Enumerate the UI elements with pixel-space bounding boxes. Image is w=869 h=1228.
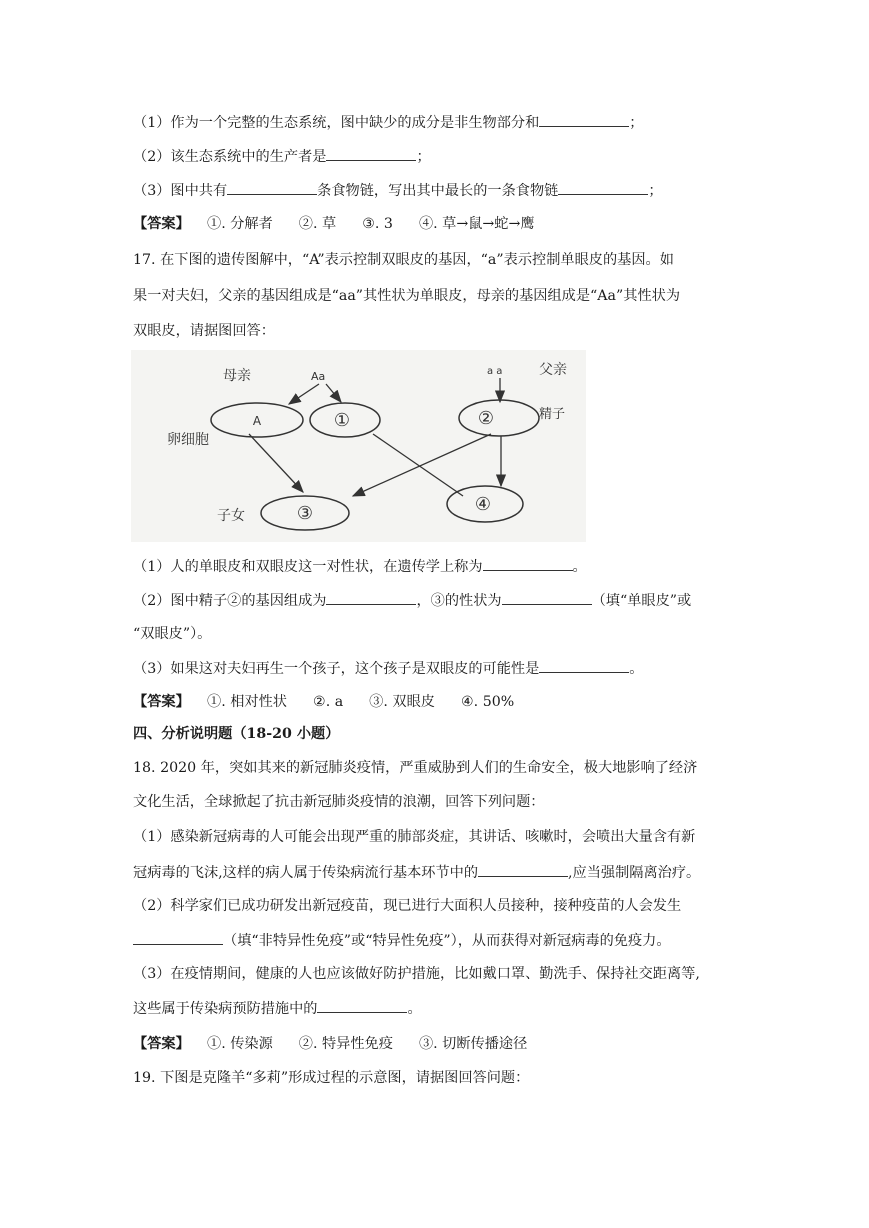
answer-item: ①. 分解者 — [207, 216, 273, 232]
sperm-cell-2 — [459, 400, 539, 436]
q18-sub3-text: 这些属于传染病预防措施中的 — [133, 1001, 318, 1017]
q17-sub2-text-b: ，③的性状为 — [416, 593, 502, 609]
q16-answer — [133, 214, 561, 234]
q18-stem-line-2: 文化生活，全球掀起了抗击新冠肺炎疫情的浪潮，回答下列问题： — [133, 794, 545, 810]
answer-blank — [317, 998, 407, 1013]
q18-sub2-tail: （填“非特异性免疫”或“特异性免疫”），从而获得对新冠病毒的免疫力。 — [223, 933, 671, 949]
answer-item: ③. 3 — [362, 216, 393, 232]
q17-sub2-text-a: （2）图中精子②的基因组成为 — [133, 593, 327, 609]
q18-answer — [133, 1034, 553, 1054]
circled-4: ④ — [474, 494, 492, 515]
section-title: 四、分析说明题（18-20 小题） — [133, 726, 340, 742]
answer-item: ①. 传染源 — [207, 1036, 273, 1052]
arrow-mother-egg-a — [289, 384, 319, 404]
q18-stem-line-1: 18. 2020 年，突如其来的新冠肺炎疫情，严重威胁到人们的生命安全，极大地影响了经济 — [133, 760, 698, 776]
q17-stem-line-3: 双眼皮，请据图回答： — [133, 323, 275, 339]
answer-blank — [539, 658, 629, 673]
q16-sub2-text: （2）该生态系统中的生产者是 — [133, 149, 327, 165]
father-genotype: a a — [487, 366, 503, 377]
q16-sub3-text-a: （3）图中共有 — [133, 183, 228, 199]
q18-sub3-tail: 。 — [407, 1001, 422, 1017]
answer-label: 【答案】 — [133, 694, 190, 710]
q17-sub2-tail: （填“单眼皮”或 — [591, 593, 692, 609]
answer-blank — [502, 590, 592, 605]
q17-sub1-text: （1）人的单眼皮和双眼皮这一对性状，在遗传学上称为 — [133, 559, 483, 575]
q16-sub1 — [133, 112, 643, 133]
answer-blank — [558, 180, 648, 195]
q18-sub1-line-1: （1）感染新冠病毒的人可能会出现严重的肺部炎症，其讲话、咳嗽时，会喷出大量含有新 — [133, 829, 696, 845]
q18-sub2-line-2 — [133, 930, 671, 951]
q17-sub3 — [133, 658, 643, 679]
answer-blank — [227, 180, 317, 195]
child-label: 子女 — [217, 508, 245, 524]
q18-sub3-line-2 — [133, 998, 422, 1019]
q19-stem: 19. 下图是克隆羊“多莉”形成过程的示意图，请据图回答问题： — [133, 1070, 530, 1086]
q18-sub1-line-2 — [133, 862, 700, 883]
q17-sub3-text: （3）如果这对夫妇再生一个孩子，这个孩子是双眼皮的可能性是 — [133, 661, 540, 677]
inheritance-diagram — [131, 350, 586, 542]
answer-blank — [483, 556, 573, 571]
answer-blank — [539, 112, 629, 127]
q17-sub3-tail: 。 — [629, 661, 644, 677]
answer-item: ②. a — [312, 694, 344, 710]
egg-allele-a: A — [252, 414, 262, 428]
answer-blank — [478, 862, 568, 877]
q16-sub1-tail: ； — [629, 115, 644, 131]
answer-blank — [326, 590, 416, 605]
q16-sub2 — [133, 146, 431, 167]
q18-sub2-line-1: （2）科学家们已成功研发出新冠疫苗，现已进行大面积人员接种，接种疫苗的人会发生 — [133, 898, 682, 914]
answer-item: ④. 草→鼠→蛇→鹰 — [418, 216, 535, 232]
circled-3: ③ — [296, 503, 314, 524]
answer-item: ③. 双眼皮 — [369, 694, 435, 710]
answer-item: ②. 草 — [298, 216, 337, 232]
q17-stem-line-1: 17. 在下图的遗传图解中，“A”表示控制双眼皮的基因，“a”表示控制单眼皮的基因。如 — [133, 252, 674, 268]
answer-item: ③. 切断传播途径 — [418, 1036, 528, 1052]
answer-label: 【答案】 — [133, 1036, 190, 1052]
arrow-egg-a-to-child3 — [249, 434, 303, 492]
mother-label: 母亲 — [223, 368, 251, 384]
q16-sub2-tail: ； — [416, 149, 431, 165]
mother-genotype: Aa — [311, 370, 326, 383]
q17-sub2-cont: “双眼皮”）。 — [133, 626, 212, 642]
q16-sub3-text-b: 条食物链，写出其中最长的一条食物链 — [317, 183, 559, 199]
q17-sub1 — [133, 556, 587, 577]
q17-sub2 — [133, 590, 691, 611]
q18-sub1-text: 冠病毒的飞沫,这样的病人属于传染病流行基本环节中的 — [133, 865, 479, 881]
q17-answer — [133, 692, 540, 712]
answer-item: ②. 特异性免疫 — [298, 1036, 393, 1052]
father-label: 父亲 — [539, 362, 567, 378]
answer-item: ④. 50% — [460, 694, 515, 710]
answer-label: 【答案】 — [133, 216, 190, 232]
arrow-mother-egg-1 — [326, 384, 341, 402]
q16-sub3 — [133, 180, 663, 201]
answer-blank — [326, 146, 416, 161]
q18-sub3-line-1: （3）在疫情期间，健康的人也应该做好防护措施，比如戴口罩、勤洗手、保持社交距离等, — [133, 966, 700, 982]
line-egg1-to-child4 — [373, 434, 463, 496]
q17-stem-line-2: 果一对夫妇，父亲的基因组成是“aa”其性状为单眼皮，母亲的基因组成是“Aa”其性状为 — [133, 288, 681, 304]
circled-2: ② — [477, 408, 495, 429]
q16-sub3-tail: ； — [648, 183, 663, 199]
q17-sub1-tail: 。 — [572, 559, 587, 575]
q16-sub1-text: （1）作为一个完整的生态系统，图中缺少的成分是非生物部分和 — [133, 115, 540, 131]
egg-label: 卵细胞 — [167, 432, 209, 448]
answer-blank — [133, 930, 223, 945]
q18-sub1-tail: ,应当强制隔离治疗。 — [568, 865, 701, 881]
sperm-label: 精子 — [539, 407, 566, 422]
circled-1: ① — [333, 410, 351, 431]
answer-item: ①. 相对性状 — [207, 694, 287, 710]
